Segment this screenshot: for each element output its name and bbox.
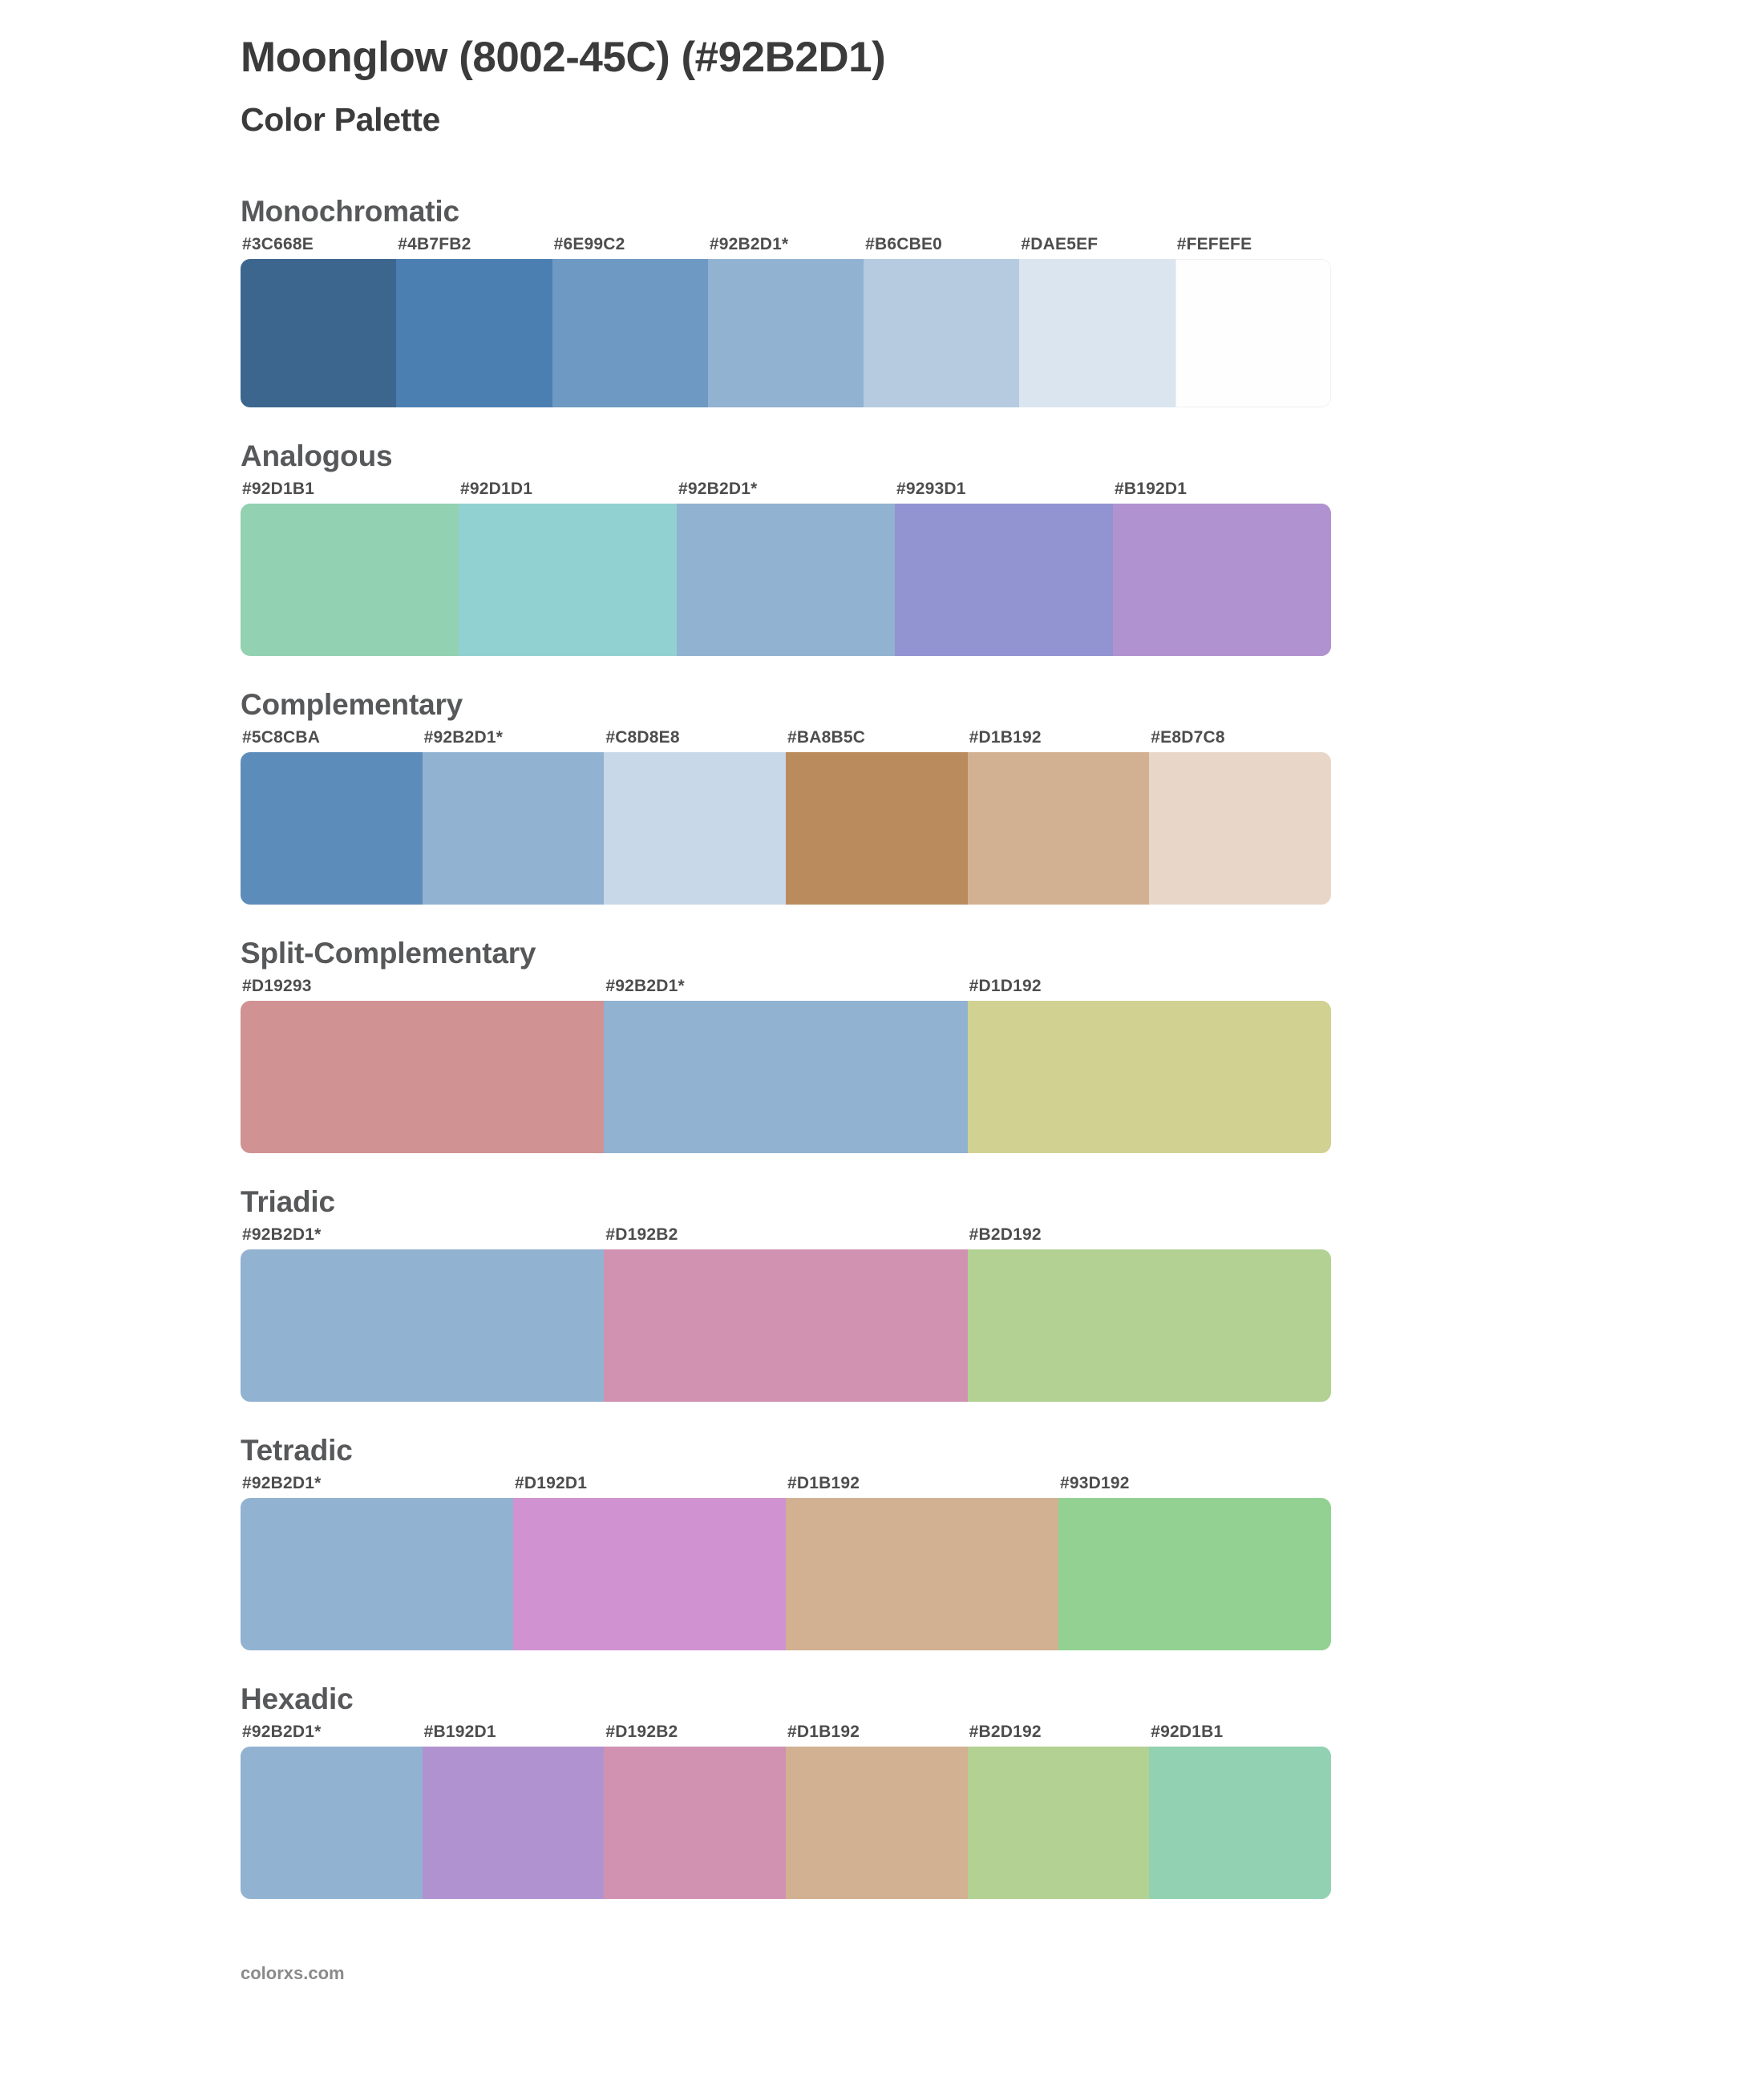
swatch-color-block[interactable]: [513, 1498, 786, 1650]
palette-section: [0, 1185, 1764, 1434]
swatch-color-block[interactable]: [968, 1001, 1331, 1153]
swatch-row: [241, 977, 1331, 1153]
swatch-color-block[interactable]: [241, 504, 459, 656]
swatch-color-block[interactable]: [1149, 1747, 1331, 1899]
color-swatch[interactable]: [1058, 1474, 1331, 1650]
swatch-hex-label: #92B2D1*: [242, 1722, 322, 1741]
swatch-row: [241, 1723, 1331, 1899]
swatch-color-block[interactable]: [968, 1249, 1331, 1402]
swatch-color-block[interactable]: [708, 259, 864, 407]
palette-section: [0, 688, 1764, 937]
swatch-color-block[interactable]: [604, 1001, 967, 1153]
color-swatch[interactable]: [604, 728, 786, 905]
swatch-hex-label: #92D1B1: [242, 479, 315, 498]
color-swatch[interactable]: [241, 235, 396, 407]
color-swatch[interactable]: [241, 1474, 513, 1650]
swatch-hex-label: #3C668E: [242, 234, 314, 253]
color-swatch[interactable]: [968, 1225, 1331, 1402]
swatch-color-block[interactable]: [241, 1001, 604, 1153]
swatch-hex-label: #5C8CBA: [242, 727, 321, 747]
section-title: Analogous: [241, 439, 393, 472]
color-swatch[interactable]: [241, 480, 459, 656]
swatch-color-block[interactable]: [241, 1747, 423, 1899]
color-swatch[interactable]: [786, 1474, 1058, 1650]
swatch-color-block[interactable]: [241, 259, 396, 407]
swatch-color-block[interactable]: [552, 259, 708, 407]
swatch-color-block[interactable]: [423, 752, 605, 905]
section-title: Hexadic: [241, 1682, 354, 1715]
swatch-hex-label: #E8D7C8: [1151, 727, 1225, 747]
color-swatch[interactable]: [1149, 1723, 1331, 1899]
swatch-hex-label: #D1B192: [787, 1473, 860, 1492]
swatch-color-block[interactable]: [1149, 752, 1331, 905]
swatch-color-block[interactable]: [968, 1747, 1150, 1899]
swatch-hex-label: #92D1D1: [460, 479, 533, 498]
swatch-color-block[interactable]: [604, 752, 786, 905]
palette-section: [0, 937, 1764, 1185]
swatch-hex-label: #92B2D1*: [242, 1473, 322, 1492]
swatch-color-block[interactable]: [241, 752, 423, 905]
swatch-color-block[interactable]: [459, 504, 677, 656]
palette-section: [0, 1434, 1764, 1682]
swatch-color-block[interactable]: [786, 1747, 968, 1899]
swatch-hex-label: #D1D192: [969, 976, 1042, 995]
color-swatch[interactable]: [513, 1474, 786, 1650]
swatch-hex-label: #4B7FB2: [398, 234, 471, 253]
color-swatch[interactable]: [241, 1225, 604, 1402]
swatch-hex-label: #D192B2: [605, 1225, 678, 1244]
swatch-hex-label: #93D192: [1060, 1473, 1130, 1492]
color-swatch[interactable]: [1113, 480, 1331, 656]
color-swatch[interactable]: [423, 1723, 605, 1899]
swatch-hex-label: #D192D1: [515, 1473, 588, 1492]
swatch-row: [241, 728, 1331, 905]
color-swatch[interactable]: [786, 1723, 968, 1899]
swatch-row: [241, 1225, 1331, 1402]
swatch-hex-label: #92B2D1*: [709, 234, 789, 253]
color-swatch[interactable]: [241, 1723, 423, 1899]
swatch-color-block[interactable]: [895, 504, 1113, 656]
color-swatch[interactable]: [459, 480, 677, 656]
color-swatch[interactable]: [604, 977, 967, 1153]
color-swatch[interactable]: [968, 977, 1331, 1153]
color-swatch[interactable]: [786, 728, 968, 905]
section-title: Tetradic: [241, 1433, 353, 1467]
color-swatch[interactable]: [677, 480, 895, 656]
swatch-color-block[interactable]: [864, 259, 1019, 407]
color-swatch[interactable]: [968, 1723, 1150, 1899]
swatch-hex-label: #FEFEFE: [1176, 234, 1252, 253]
swatch-hex-label: #DAE5EF: [1021, 234, 1098, 253]
color-swatch[interactable]: [1019, 235, 1175, 407]
color-swatch[interactable]: [552, 235, 708, 407]
swatch-color-block[interactable]: [968, 752, 1150, 905]
swatch-hex-label: #B6CBE0: [865, 234, 943, 253]
color-swatch[interactable]: [1149, 728, 1331, 905]
swatch-color-block[interactable]: [786, 752, 968, 905]
swatch-color-block[interactable]: [677, 504, 895, 656]
swatch-color-block[interactable]: [1175, 259, 1331, 407]
swatch-hex-label: #9293D1: [896, 479, 966, 498]
color-swatch[interactable]: [968, 728, 1150, 905]
swatch-color-block[interactable]: [786, 1498, 1058, 1650]
section-title: Triadic: [241, 1184, 335, 1218]
color-swatch[interactable]: [604, 1225, 967, 1402]
swatch-hex-label: #B2D192: [969, 1722, 1042, 1741]
swatch-hex-label: #92B2D1*: [242, 1225, 322, 1244]
swatch-hex-label: #92B2D1*: [678, 479, 758, 498]
palette-section: [0, 195, 1764, 439]
swatch-hex-label: #92B2D1*: [605, 976, 685, 995]
swatch-color-block[interactable]: [1019, 259, 1175, 407]
swatch-row: [241, 1474, 1331, 1650]
page-subtitle: Color Palette: [241, 100, 440, 138]
swatch-color-block[interactable]: [604, 1747, 786, 1899]
swatch-hex-label: #D19293: [242, 976, 312, 995]
color-swatch[interactable]: [864, 235, 1019, 407]
swatch-color-block[interactable]: [241, 1498, 513, 1650]
swatch-hex-label: #D1B192: [787, 1722, 860, 1741]
color-swatch[interactable]: [1175, 235, 1331, 407]
swatch-color-block[interactable]: [241, 1249, 604, 1402]
palette-section: [0, 439, 1764, 688]
swatch-hex-label: #C8D8E8: [605, 727, 680, 747]
swatch-hex-label: #BA8B5C: [787, 727, 866, 747]
swatch-color-block[interactable]: [1113, 504, 1331, 656]
swatch-row: [241, 235, 1331, 407]
color-swatch[interactable]: [895, 480, 1113, 656]
swatch-hex-label: #B2D192: [969, 1225, 1042, 1244]
swatch-hex-label: #6E99C2: [553, 234, 625, 253]
swatch-color-block[interactable]: [1058, 1498, 1331, 1650]
swatch-color-block[interactable]: [396, 259, 552, 407]
palette-sections: [0, 195, 1764, 1931]
swatch-hex-label: #92D1B1: [1151, 1722, 1224, 1741]
color-swatch[interactable]: [241, 977, 604, 1153]
swatch-color-block[interactable]: [423, 1747, 605, 1899]
swatch-row: [241, 480, 1331, 656]
color-swatch[interactable]: [396, 235, 552, 407]
section-title: Complementary: [241, 687, 463, 721]
palette-section: [0, 1682, 1764, 1931]
swatch-color-block[interactable]: [604, 1249, 967, 1402]
color-swatch[interactable]: [708, 235, 864, 407]
color-swatch[interactable]: [423, 728, 605, 905]
swatch-hex-label: #B192D1: [423, 1722, 496, 1741]
section-title: Monochromatic: [241, 194, 459, 228]
site-footer: colorxs.com: [241, 1962, 345, 1983]
section-title: Split-Complementary: [241, 936, 536, 970]
color-swatch[interactable]: [604, 1723, 786, 1899]
page-title: Moonglow (8002-45C) (#92B2D1): [241, 34, 886, 81]
swatch-hex-label: #92B2D1*: [423, 727, 504, 747]
color-swatch[interactable]: [241, 728, 423, 905]
swatch-hex-label: #D1B192: [969, 727, 1042, 747]
swatch-hex-label: #B192D1: [1115, 479, 1187, 498]
swatch-hex-label: #D192B2: [605, 1722, 678, 1741]
